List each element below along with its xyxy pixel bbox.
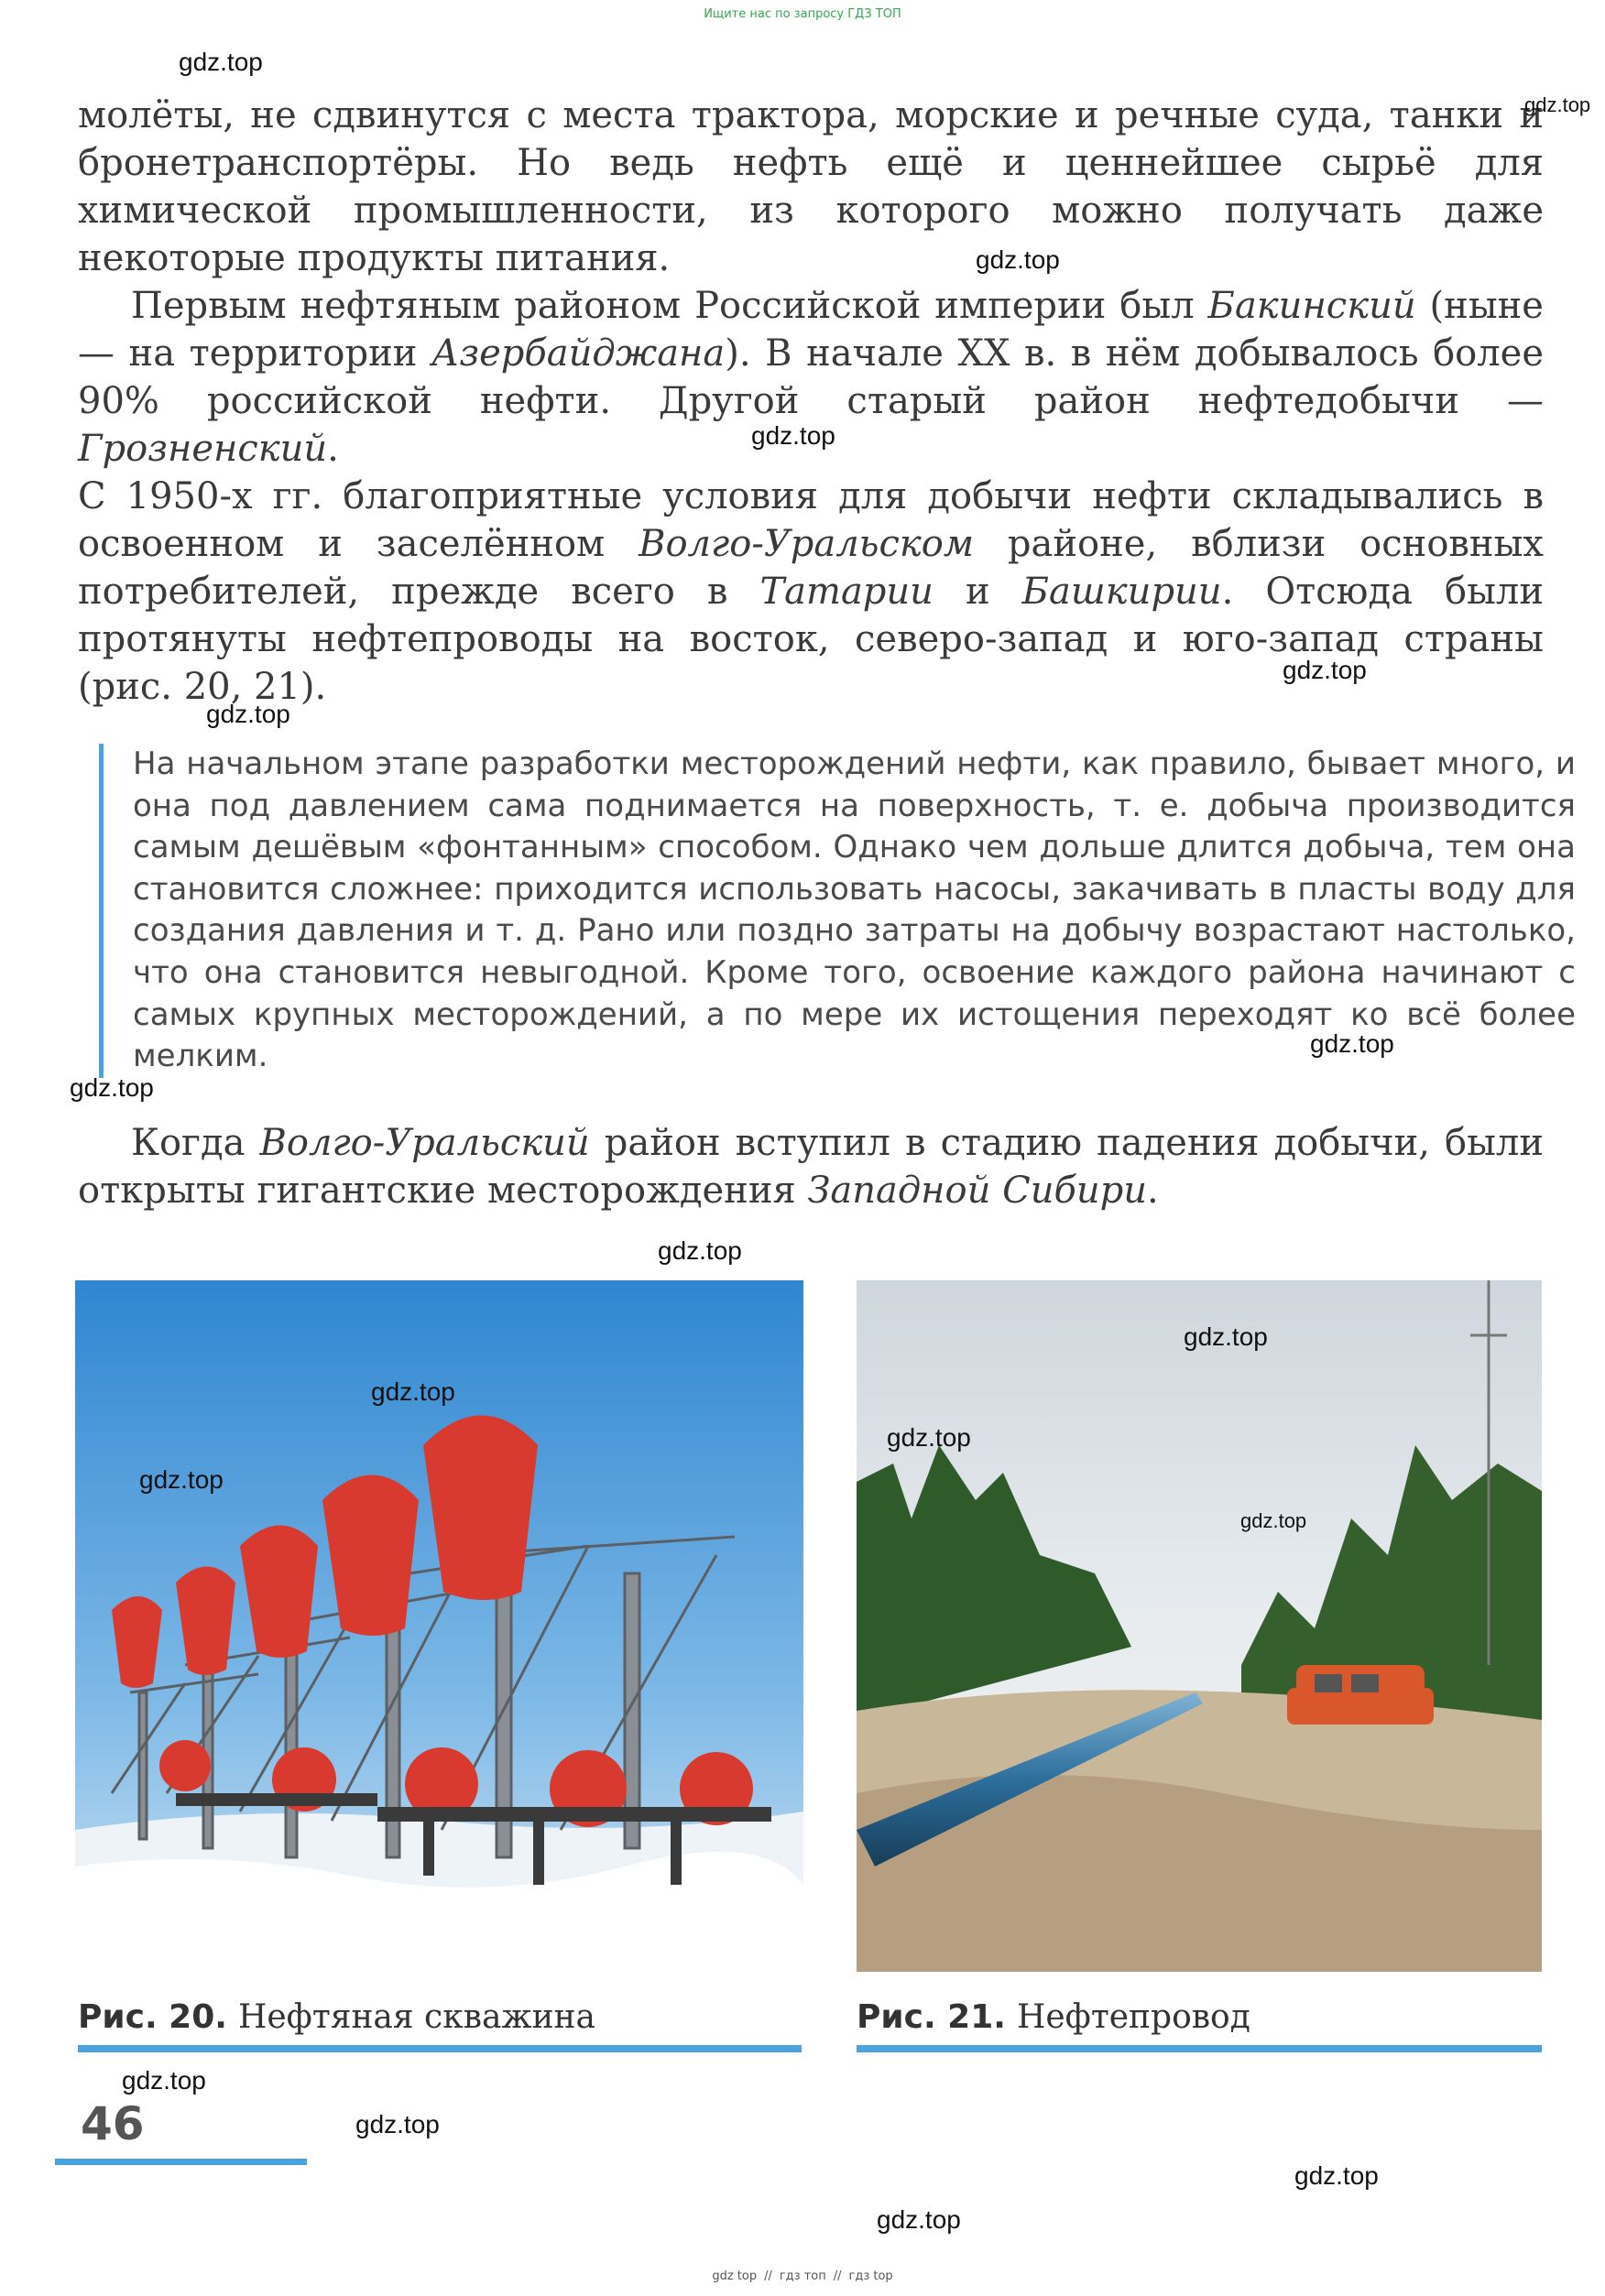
figure-21-caption: [857, 1998, 1542, 2052]
watermark: gdz.top: [887, 1423, 971, 1452]
watermark: gdz.top: [139, 1465, 224, 1494]
page-number: 46: [81, 2097, 145, 2150]
watermark: gdz.top: [355, 2110, 440, 2138]
info-note-box: На начальном этапе разработки месторождений нефти, как правило, бывает много, и она под давлением сама поднимается на поверхность, т. е. добыча производится самым дешёвым «фонтанным» способом. Однако чем дольше длится добыча, тем она становится сложнее: приходится использовать насосы, закачивать в пласты воду для создания давления и т. д. Рано или поздно затраты на добычу возрастают настолько, что она становится невыгодной. Кроме того, освоение каждого района начинают с самых крупных месторождений, а по мере их истощения переходят ко всё более мелким.: [99, 744, 1576, 1078]
footer-watermark: gdz top // гдз топ // гдз top: [712, 2269, 893, 2283]
watermark: gdz.top: [1240, 1509, 1307, 1532]
watermark: gdz.top: [1524, 93, 1591, 116]
watermark: gdz.top: [70, 1073, 154, 1102]
body-text-bottom: [78, 1119, 1544, 1214]
watermark: gdz.top: [751, 421, 835, 450]
paragraph-3: С 1950-х гг. благоприятные условия для добычи нефти складывались в освоенном и заселённом Волго-Уральском районе, вблизи основных потребителей, прежде всего в Татарии и Башкирии. Отсюда были протянуты нефтепроводы на восток, северо-запад и юго-запад страны (рис. 20, 21).: [78, 475, 1544, 708]
figure-21-label: Рис. 21.: [857, 1998, 1006, 2036]
watermark: gdz.top: [877, 2205, 961, 2234]
watermark: gdz.top: [1294, 2161, 1379, 2190]
page-number-underline: [55, 2159, 307, 2165]
figure-20-caption: [78, 1998, 802, 2052]
paragraph-4: Когда Волго-Уральский район вступил в стадию падения добычи, были открыты гигантские месторождения Западной Сибири.: [78, 1122, 1544, 1212]
watermark: gdz.top: [1310, 1029, 1394, 1058]
watermark: gdz.top: [976, 245, 1060, 274]
figure-20-label: Рис. 20.: [78, 1998, 227, 2036]
watermark: gdz.top: [206, 700, 290, 728]
watermark: gdz.top: [658, 1236, 742, 1265]
paragraph-1: молёты, не сдвинутся с места трактора, морские и речные суда, танки и бронетранспортёры. Но ведь нефть ещё и ценнейшее сырьё для химической промышленности, из которого можно получать даже некоторые продукты питания.: [78, 94, 1544, 279]
watermark: gdz.top: [1283, 656, 1367, 684]
watermark: gdz.top: [1184, 1322, 1268, 1351]
paragraph-2: Первым нефтяным районом Российской империи был Бакинский (ныне — на территории Азербайджана). В начале XX в. в нём добывалось более 90% российской нефти. Другой старый район нефтедобычи — Грозненский.: [78, 285, 1544, 470]
body-text-top: [78, 92, 1544, 711]
watermark: gdz.top: [122, 2066, 206, 2095]
figure-20-title: Нефтяная скважина: [237, 1998, 596, 2036]
figure-21-title: Нефтепровод: [1016, 1998, 1250, 2036]
pipeline-photo: [857, 1280, 1542, 1972]
watermark: gdz.top: [179, 48, 263, 76]
search-hint-banner: Ищите нас по запросу ГДЗ ТОП: [704, 7, 901, 21]
watermark: gdz.top: [371, 1377, 455, 1406]
